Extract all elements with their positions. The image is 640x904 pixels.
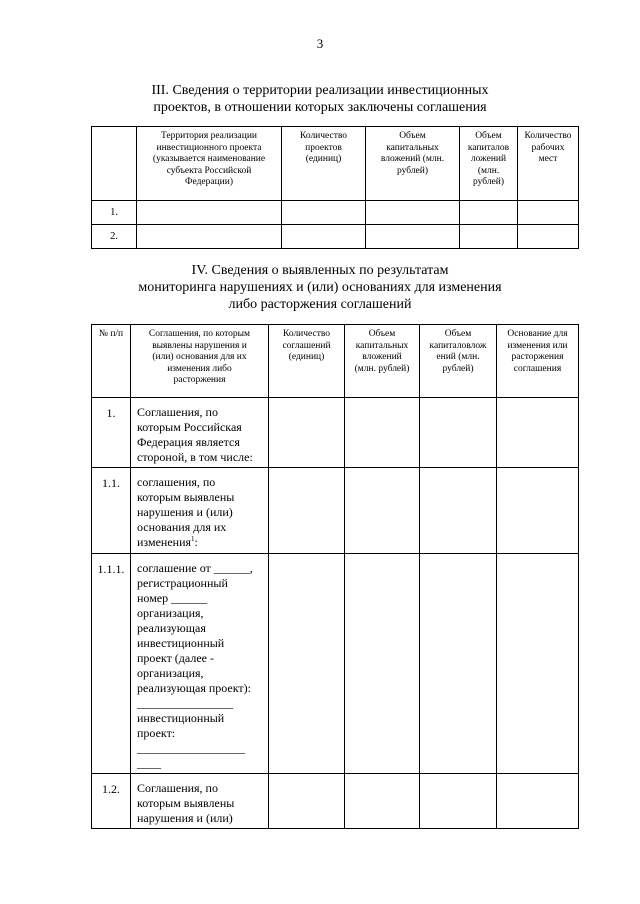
table-cell [497, 468, 579, 554]
row-description [131, 554, 269, 774]
row-text-line: __________________ [137, 741, 245, 755]
page-number: 3 [316, 36, 324, 51]
header-cell-basis [497, 325, 579, 398]
row-text-line: соглашение от ______, [137, 561, 253, 575]
table-cell [420, 468, 497, 554]
table-cell [366, 201, 460, 225]
header-text: Основание для [507, 329, 568, 339]
header-cell-project-count [282, 127, 366, 201]
row-text-line: которым выявлены [137, 490, 235, 504]
table-cell [460, 225, 518, 249]
header-text: (млн. рублей) [354, 363, 410, 374]
header-cell-agreements [131, 325, 269, 398]
header-text: Объем [399, 131, 426, 141]
section-4-title-line: либо расторжения соглашений [228, 297, 412, 312]
table-cell [497, 398, 579, 468]
table-header-row [92, 127, 579, 201]
table-cell [366, 225, 460, 249]
header-text: капитальных [355, 340, 409, 351]
header-cell-capital-investment-2 [420, 325, 497, 398]
header-cell-number [92, 325, 131, 398]
row-text-line: основания для их [137, 520, 227, 534]
header-text: капиталов [467, 142, 510, 153]
table-cell [137, 201, 282, 225]
table-cell [137, 225, 282, 249]
header-text: мест [538, 154, 558, 164]
section-4-title-line: IV. Сведения о выявленных по результатам [191, 263, 449, 278]
table-cell [497, 774, 579, 829]
table-cell [420, 554, 497, 774]
section-4-title-line: мониторинга нарушениях и (или) основаниях для изменения [138, 280, 502, 295]
header-text: соглашений [282, 340, 331, 351]
header-text: ений (млн. [436, 352, 480, 362]
table-cell [282, 225, 366, 249]
table-cell [497, 554, 579, 774]
row-text-line: соглашения, по [137, 475, 216, 489]
row-text-line: реализующая проект): [137, 681, 251, 695]
row-description [131, 398, 269, 468]
table-row [92, 554, 579, 774]
header-cell-agreement-count [269, 325, 345, 398]
header-text: Территория реализации [160, 131, 258, 141]
header-text: вложений (млн. [380, 154, 445, 164]
row-text-line: которым выявлены [137, 796, 235, 810]
header-text: проектов [305, 142, 342, 153]
header-text: рублей) [472, 177, 505, 187]
row-number: 1.2. [92, 774, 131, 829]
table-header-row [92, 325, 579, 398]
table-cell [269, 398, 345, 468]
header-text: субъекта Российской [166, 165, 252, 176]
table-row [92, 398, 579, 468]
table-cell [345, 398, 420, 468]
header-text: рублей) [442, 363, 474, 374]
row-number: 1.1. [92, 468, 131, 554]
row-text-line: нарушения и (или) [137, 505, 233, 519]
territory-table [91, 126, 579, 249]
table-cell [269, 554, 345, 774]
header-text: рабочих [531, 142, 565, 153]
row-text-line: которым Российская [137, 420, 242, 434]
footnote-marker: 1 [191, 535, 195, 543]
table-cell [460, 201, 518, 225]
section-3-title-line: III. Сведения о территории реализации инвестиционных [151, 83, 489, 98]
table-row [92, 201, 579, 225]
header-text: № п/п [98, 329, 124, 339]
row-text-line: проект (далее - [137, 651, 214, 665]
header-text: (указывается наименование [152, 154, 266, 164]
row-text-line: организация, [137, 606, 204, 620]
row-text-line-with-footnote [137, 535, 265, 550]
table-row [92, 468, 579, 554]
header-text: расторжения [173, 375, 226, 385]
table-cell [269, 468, 345, 554]
header-text: Количество [282, 329, 331, 339]
section-3-title-line: проектов, в отношении которых заключены соглашения [153, 100, 487, 115]
table-cell [269, 774, 345, 829]
header-text: вложений [362, 352, 402, 362]
table-row [92, 225, 579, 249]
row-text: изменения [137, 535, 192, 549]
header-text: изменения либо [167, 363, 232, 374]
section-3-title [0, 82, 640, 116]
header-text: (или) основания для их [152, 352, 247, 362]
header-text: Федерации) [184, 177, 234, 187]
row-number: 2. [92, 225, 137, 249]
row-text-line: ____ [137, 756, 161, 770]
header-text: Количество [524, 131, 572, 141]
row-text-line: инвестиционный [137, 711, 225, 725]
header-cell-capital-investment [366, 127, 460, 201]
row-text-line: реализующая [137, 621, 206, 635]
row-text-line: инвестиционный [137, 636, 225, 650]
table-cell [345, 468, 420, 554]
row-text-line: стороной, в том числе: [137, 450, 253, 464]
row-text-line: Соглашения, по [137, 781, 218, 795]
header-text: (единиц) [288, 352, 325, 362]
header-text: выявлены нарушения и [152, 340, 247, 351]
table-cell [420, 398, 497, 468]
header-cell-jobs [518, 127, 579, 201]
header-text: Соглашения, по которым [148, 329, 251, 339]
table-row [92, 774, 579, 829]
table-cell [345, 554, 420, 774]
table-cell [282, 201, 366, 225]
header-text: Объем [444, 329, 472, 339]
header-text: Объем [368, 329, 396, 339]
header-cell-capital-investment-2 [460, 127, 518, 201]
header-cell-capital-investment [345, 325, 420, 398]
table-cell [345, 774, 420, 829]
row-text-line: номер ______ [137, 591, 208, 605]
header-text: капитальных [386, 142, 439, 153]
header-text: инвестиционного проекта [156, 142, 262, 153]
header-text: (млн. [477, 165, 500, 176]
row-text-line: регистрационный [137, 576, 228, 590]
section-4-title [0, 262, 640, 313]
row-text-line: организация, [137, 666, 204, 680]
row-text-line: ________________ [137, 696, 233, 710]
row-text-suffix: : [194, 535, 198, 549]
header-text: расторжения [511, 352, 564, 362]
violations-table [91, 324, 579, 829]
row-description [131, 468, 269, 554]
header-text: рублей) [396, 165, 429, 176]
header-text: Количество [299, 131, 348, 141]
header-text: соглашения [513, 363, 562, 374]
header-text: изменения или [507, 340, 568, 351]
header-text: капиталовлож [429, 340, 487, 351]
header-text: Объем [475, 131, 502, 141]
row-number: 1.1.1. [92, 554, 131, 774]
header-cell-number [92, 127, 137, 201]
row-number: 1. [92, 398, 131, 468]
row-description [131, 774, 269, 829]
row-text-line: Соглашения, по [137, 405, 218, 419]
header-text: (единиц) [305, 154, 342, 164]
row-number: 1. [92, 201, 137, 225]
header-cell-territory [137, 127, 282, 201]
row-text-line: Федерация является [137, 435, 240, 449]
table-cell [518, 225, 579, 249]
table-cell [420, 774, 497, 829]
table-cell [518, 201, 579, 225]
row-text-line: нарушения и (или) [137, 811, 233, 825]
row-text-line: проект: [137, 726, 176, 740]
header-text: ложений [470, 154, 507, 164]
